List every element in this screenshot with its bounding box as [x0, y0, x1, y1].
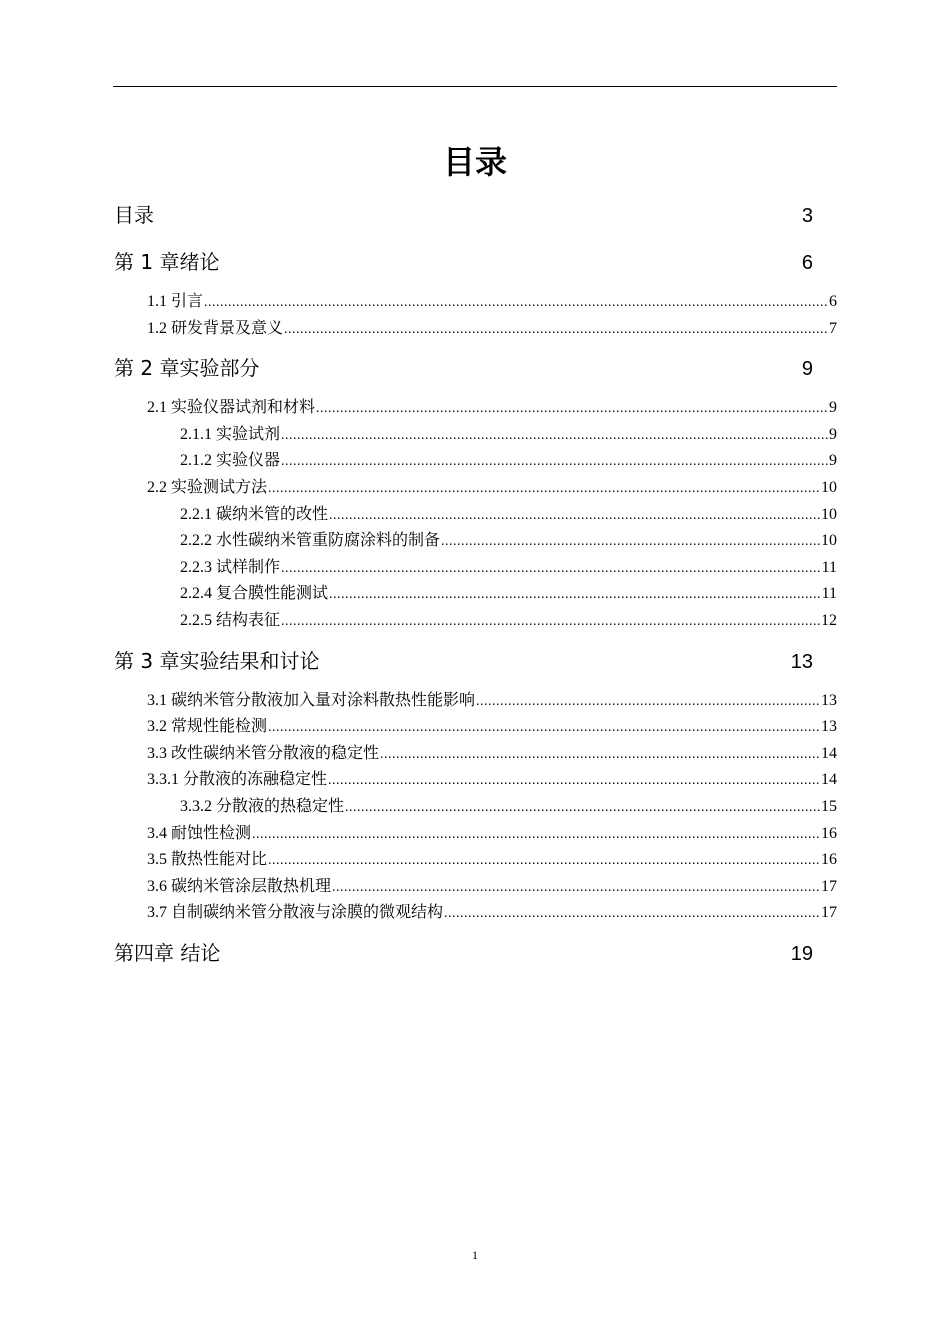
dot-leader — [281, 422, 828, 450]
dot-leader — [268, 475, 820, 503]
toc-entry[interactable] — [114, 641, 837, 681]
toc-entry[interactable] — [114, 900, 837, 927]
toc-entry-label: 第 1 章绪论 — [114, 250, 220, 274]
toc-entry[interactable] — [114, 874, 837, 901]
toc-entry-page: 17 — [821, 904, 837, 922]
toc-entry-page: 13 — [821, 718, 837, 736]
toc-entry[interactable] — [114, 933, 837, 973]
toc-entry-label: 2.1 实验仪器试剂和材料 — [147, 399, 316, 417]
toc-entry-page: 19 — [790, 942, 813, 965]
toc-entry[interactable] — [114, 714, 837, 741]
toc-entry[interactable] — [114, 741, 837, 768]
toc-entry-page: 10 — [821, 532, 837, 550]
toc-entry[interactable] — [114, 821, 837, 848]
toc-entry-label: 2.2.4 复合膜性能测试 — [180, 585, 329, 603]
dot-leader — [252, 821, 820, 849]
toc-entry-page: 7 — [829, 319, 837, 337]
toc-entry-page: 6 — [801, 252, 813, 274]
toc-entry[interactable] — [114, 448, 837, 475]
toc-entry-label: 第 2 章实验部分 — [114, 356, 260, 381]
dot-leader — [284, 316, 828, 344]
dot-leader — [204, 289, 828, 317]
toc-entry-label: 2.2.1 碳纳米管的改性 — [180, 505, 329, 523]
toc-entry-page: 11 — [821, 558, 837, 576]
toc-entry-page: 12 — [821, 611, 837, 629]
toc-entry[interactable] — [114, 475, 837, 502]
toc-entry-page: 9 — [829, 452, 837, 470]
header-rule — [113, 86, 837, 87]
toc-entry-page: 9 — [829, 399, 837, 417]
toc-entry-page: 3 — [801, 205, 813, 227]
toc-entry-label: 3.1 碳纳米管分散液加入量对涂料散热性能影响 — [147, 691, 476, 709]
toc-entry-page: 6 — [829, 293, 837, 310]
dot-leader — [444, 900, 820, 928]
toc-entry-label: 2.1.2 实验仪器 — [180, 452, 281, 470]
dot-leader — [329, 502, 820, 530]
toc-entry[interactable] — [114, 422, 837, 449]
toc-entry[interactable] — [114, 316, 837, 343]
toc-entry-page: 10 — [821, 505, 837, 523]
toc-entry-label: 3.4 耐蚀性检测 — [147, 824, 252, 842]
toc-entry[interactable] — [114, 794, 837, 821]
toc-entry-page: 14 — [821, 744, 837, 762]
toc-entry[interactable] — [114, 528, 837, 555]
toc-entry[interactable] — [114, 502, 837, 529]
toc-entry[interactable] — [114, 688, 837, 715]
toc-entry-page: 13 — [821, 691, 837, 709]
toc-entry-page: 10 — [821, 478, 837, 496]
toc-entry-page: 9 — [801, 358, 813, 381]
dot-leader — [441, 528, 820, 556]
toc-entry-page: 16 — [821, 851, 837, 869]
toc-entry[interactable] — [114, 195, 837, 235]
toc-entry[interactable] — [114, 767, 837, 794]
toc-entry-page: 13 — [790, 650, 813, 673]
toc-entry-label: 1.2 研发背景及意义 — [147, 319, 284, 337]
dot-leader — [281, 555, 821, 583]
toc-entry-label: 第四章 结论 — [114, 940, 221, 965]
dot-leader — [281, 608, 820, 636]
dot-leader — [268, 714, 820, 742]
toc-entry-label: 3.3.1 分散液的冻融稳定性 — [147, 771, 328, 789]
toc-entry-page: 9 — [829, 425, 837, 443]
toc-entry-label: 1.1 引言 — [147, 293, 204, 310]
toc-entry[interactable] — [114, 847, 837, 874]
page-number: 1 — [472, 1248, 478, 1262]
toc-entry-label: 目录 — [114, 203, 154, 227]
dot-leader — [345, 794, 820, 822]
table-of-contents — [114, 189, 837, 980]
dot-leader — [268, 847, 820, 875]
toc-entry[interactable] — [114, 581, 837, 608]
toc-entry-label: 2.2 实验测试方法 — [147, 478, 268, 496]
toc-entry-page: 14 — [821, 771, 837, 789]
toc-entry-label: 第 3 章实验结果和讨论 — [114, 648, 320, 673]
toc-entry-label: 3.3.2 分散液的热稳定性 — [180, 797, 345, 815]
toc-entry[interactable] — [114, 289, 837, 316]
toc-entry[interactable] — [114, 242, 837, 282]
toc-entry-page: 17 — [821, 877, 837, 895]
dot-leader — [332, 874, 820, 902]
toc-entry-label: 2.2.2 水性碳纳米管重防腐涂料的制备 — [180, 532, 441, 550]
toc-entry-label: 2.1.1 实验试剂 — [180, 425, 281, 443]
dot-leader — [281, 448, 828, 476]
toc-entry-page: 15 — [821, 797, 837, 815]
dot-leader — [316, 395, 828, 423]
toc-entry-label: 2.2.3 试样制作 — [180, 558, 281, 576]
toc-entry-label: 3.2 常规性能检测 — [147, 718, 268, 736]
toc-entry-label: 3.3 改性碳纳米管分散液的稳定性 — [147, 744, 380, 762]
toc-entry-label: 3.6 碳纳米管涂层散热机理 — [147, 877, 332, 895]
toc-entry-page: 16 — [821, 824, 837, 842]
dot-leader — [476, 688, 820, 716]
toc-entry-page: 11 — [821, 585, 837, 603]
dot-leader — [380, 741, 820, 769]
toc-entry-label: 3.5 散热性能对比 — [147, 851, 268, 869]
dot-leader — [329, 581, 821, 609]
dot-leader — [328, 767, 820, 795]
toc-entry[interactable] — [114, 555, 837, 582]
toc-entry[interactable] — [114, 608, 837, 635]
toc-entry-label: 3.7 自制碳纳米管分散液与涂膜的微观结构 — [147, 904, 444, 922]
toc-entry-label: 2.2.5 结构表征 — [180, 611, 281, 629]
toc-entry[interactable] — [114, 395, 837, 422]
page-title: 目录 — [442, 143, 507, 181]
toc-entry[interactable] — [114, 348, 837, 388]
